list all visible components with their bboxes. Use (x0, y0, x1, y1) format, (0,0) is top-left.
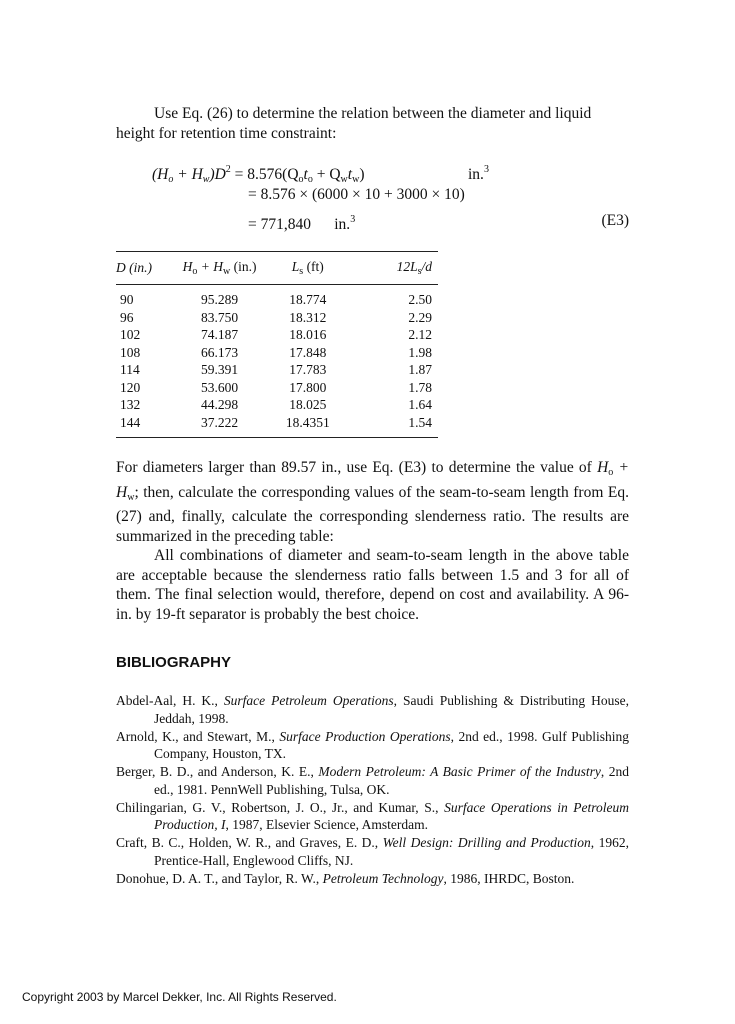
cell-seam-length: 18.312 (289, 309, 327, 325)
table-row (116, 285, 438, 309)
table-row (116, 344, 438, 362)
entry-publication: , 1986, IHRDC, Boston. (443, 870, 575, 886)
entry-authors: Donohue, D. A. T., and Taylor, R. W., (116, 870, 323, 886)
bibliography-list (116, 692, 629, 888)
cell-diameter: 102 (120, 327, 141, 342)
entry-publication: , Saudi Publishing & Distributing House, Jeddah, 1998. (154, 693, 630, 726)
cell-slenderness: 2.29 (408, 309, 432, 325)
cell-liquid-height: 95.289 (200, 292, 239, 307)
cell-liquid-height: 83.750 (200, 309, 239, 325)
entry-title: Modern Petroleum: A Basic Primer of the Industry (318, 764, 601, 779)
header-diameter: D (in.) (116, 252, 167, 285)
table-row (116, 326, 438, 344)
cell-liquid-height: 37.222 (167, 414, 273, 438)
table-row (116, 379, 438, 397)
equation-line-2: = 8.576 × (6000 × 10 + 3000 × 10) (248, 186, 465, 203)
header-liquid-height: $H_o + H_w$ (in.) (167, 252, 273, 285)
cell-diameter: 144 (116, 414, 167, 438)
entry-publication: , 2nd ed., 1981. PennWell Publishing, Tulsa, OK. (154, 764, 629, 797)
entry-authors: Craft, B. C., Holden, W. R., and Graves, E. D., (116, 835, 383, 850)
cell-diameter: 90 (120, 292, 134, 307)
entry-authors: Berger, B. D., and Anderson, K. E., (116, 764, 319, 779)
cell-diameter: 96 (120, 309, 134, 325)
cell-slenderness: 1.78 (408, 379, 432, 395)
equation-label: (E3) (601, 212, 629, 229)
bibliography-entry (116, 763, 629, 798)
equation-line-3: = 771,840 in.$^3$ (248, 214, 356, 233)
results-paragraph: For diameters larger than 89.57 in., use Eq. (E3) to determine the value of $H_o + H_w$; then, calculate the corresponding values of the seam-to-seam length from Eq. (27) and, finally, calculate the corresponding slenderness ratio. The results are summarized in the preceding table: All combinations of diameter and seam-to-seam length in the above table are acceptable because the slenderness ratio falls between 1.5 and 3 for all of them. The final selection would, therefore, depend on cost and availability. A 96-in. by 19-ft separator is probably the best choice. (116, 459, 629, 623)
cell-liquid-height: 66.173 (200, 344, 239, 360)
cell-seam-length: 18.774 (289, 292, 327, 307)
eq-rhs: = $8.576(Q_ot_o + Q_wt_w)$ (230, 166, 365, 185)
cell-diameter: 132 (120, 397, 141, 412)
intro-line-1: Use Eq. (26) to determine the relation between the diameter and liquid (154, 105, 592, 122)
conclusion-text: All combinations of diameter and seam-to-seam length in the above table are acceptable because the slenderness ratio falls between 1.5 and 3 for all of them. The final selection would, therefore, depend on cost and availability. A 96-in. by 19-ft separator is probably the best choice. (116, 547, 629, 623)
cell-seam-length: 17.848 (289, 344, 327, 360)
entry-title: Well Design: Drilling and Production (382, 835, 591, 850)
cell-diameter: 108 (120, 344, 141, 360)
cell-seam-length: 18.016 (289, 327, 327, 342)
cell-liquid-height: 44.298 (200, 397, 239, 412)
cell-liquid-height: 53.600 (200, 379, 239, 395)
cell-diameter: 114 (120, 362, 140, 377)
table-row (116, 361, 438, 379)
equation-line-1: $(H_o + H_w)D^2 = 8.576(Q_ot_o + Q_wt_w)$ (152, 164, 365, 185)
cell-seam-length: 17.800 (289, 379, 327, 395)
entry-title: Petroleum Technology (322, 870, 444, 886)
table-row (116, 414, 438, 438)
cell-liquid-height: 59.391 (200, 362, 239, 377)
entry-authors: Arnold, K., and Stewart, M., (116, 728, 280, 744)
entry-publication: , 1987, Elsevier Science, Amsterdam. (225, 817, 428, 832)
header-slenderness: $12L_s/d$ (343, 252, 438, 285)
cell-slenderness: 1.87 (408, 362, 432, 377)
equation-line-1-unit: in.$^3$ (468, 164, 489, 183)
cell-seam-length: 18.025 (289, 397, 327, 412)
cell-slenderness: 1.54 (343, 414, 438, 438)
entry-title: Surface Petroleum Operations (223, 693, 394, 708)
entry-title: Surface Operations in Petroleum Production, I (154, 799, 630, 832)
bibliography-entry (116, 692, 629, 727)
entry-authors: Chilingarian, G. V., Robertson, J. O., Jr., and Kumar, S., (116, 799, 445, 815)
eq-lhs: $(H_o + H_w)D$ (152, 166, 226, 185)
copyright-footer: Copyright 2003 by Marcel Dekker, Inc. All Rights Reserved. (22, 990, 337, 1004)
cell-slenderness: 2.50 (408, 292, 432, 307)
header-seam-length: $L_s$ (ft) (273, 252, 343, 285)
intro-line-2: height for retention time constraint: (116, 124, 337, 142)
bibliography-entry (116, 870, 629, 888)
table-header-row (116, 252, 438, 285)
cell-seam-length: 18.4351 (273, 414, 343, 438)
entry-authors: Abdel-Aal, H. K., (116, 693, 224, 708)
cell-seam-length: 17.783 (289, 362, 327, 377)
cell-diameter: 120 (120, 379, 141, 395)
bibliography-entry (116, 728, 629, 763)
entry-publication: , 2nd ed., 1998. Gulf Publishing Company, Houston, TX. (154, 728, 629, 761)
bibliography-entry (116, 799, 629, 834)
cell-slenderness: 1.98 (408, 344, 432, 360)
table-row (116, 309, 438, 327)
bibliography-entry (116, 834, 629, 869)
cell-liquid-height: 74.187 (200, 327, 239, 342)
table-body (116, 285, 438, 438)
bibliography-heading: BIBLIOGRAPHY (116, 654, 232, 671)
intro-paragraph (116, 104, 629, 143)
entry-title: Surface Production Operations (279, 728, 451, 744)
results-table (116, 251, 438, 438)
cell-slenderness: 2.12 (408, 327, 432, 342)
table-row (116, 396, 438, 414)
cell-slenderness: 1.64 (408, 397, 432, 412)
entry-publication: , 1962, Prentice-Hall, Englewood Cliffs, NJ. (154, 835, 629, 868)
